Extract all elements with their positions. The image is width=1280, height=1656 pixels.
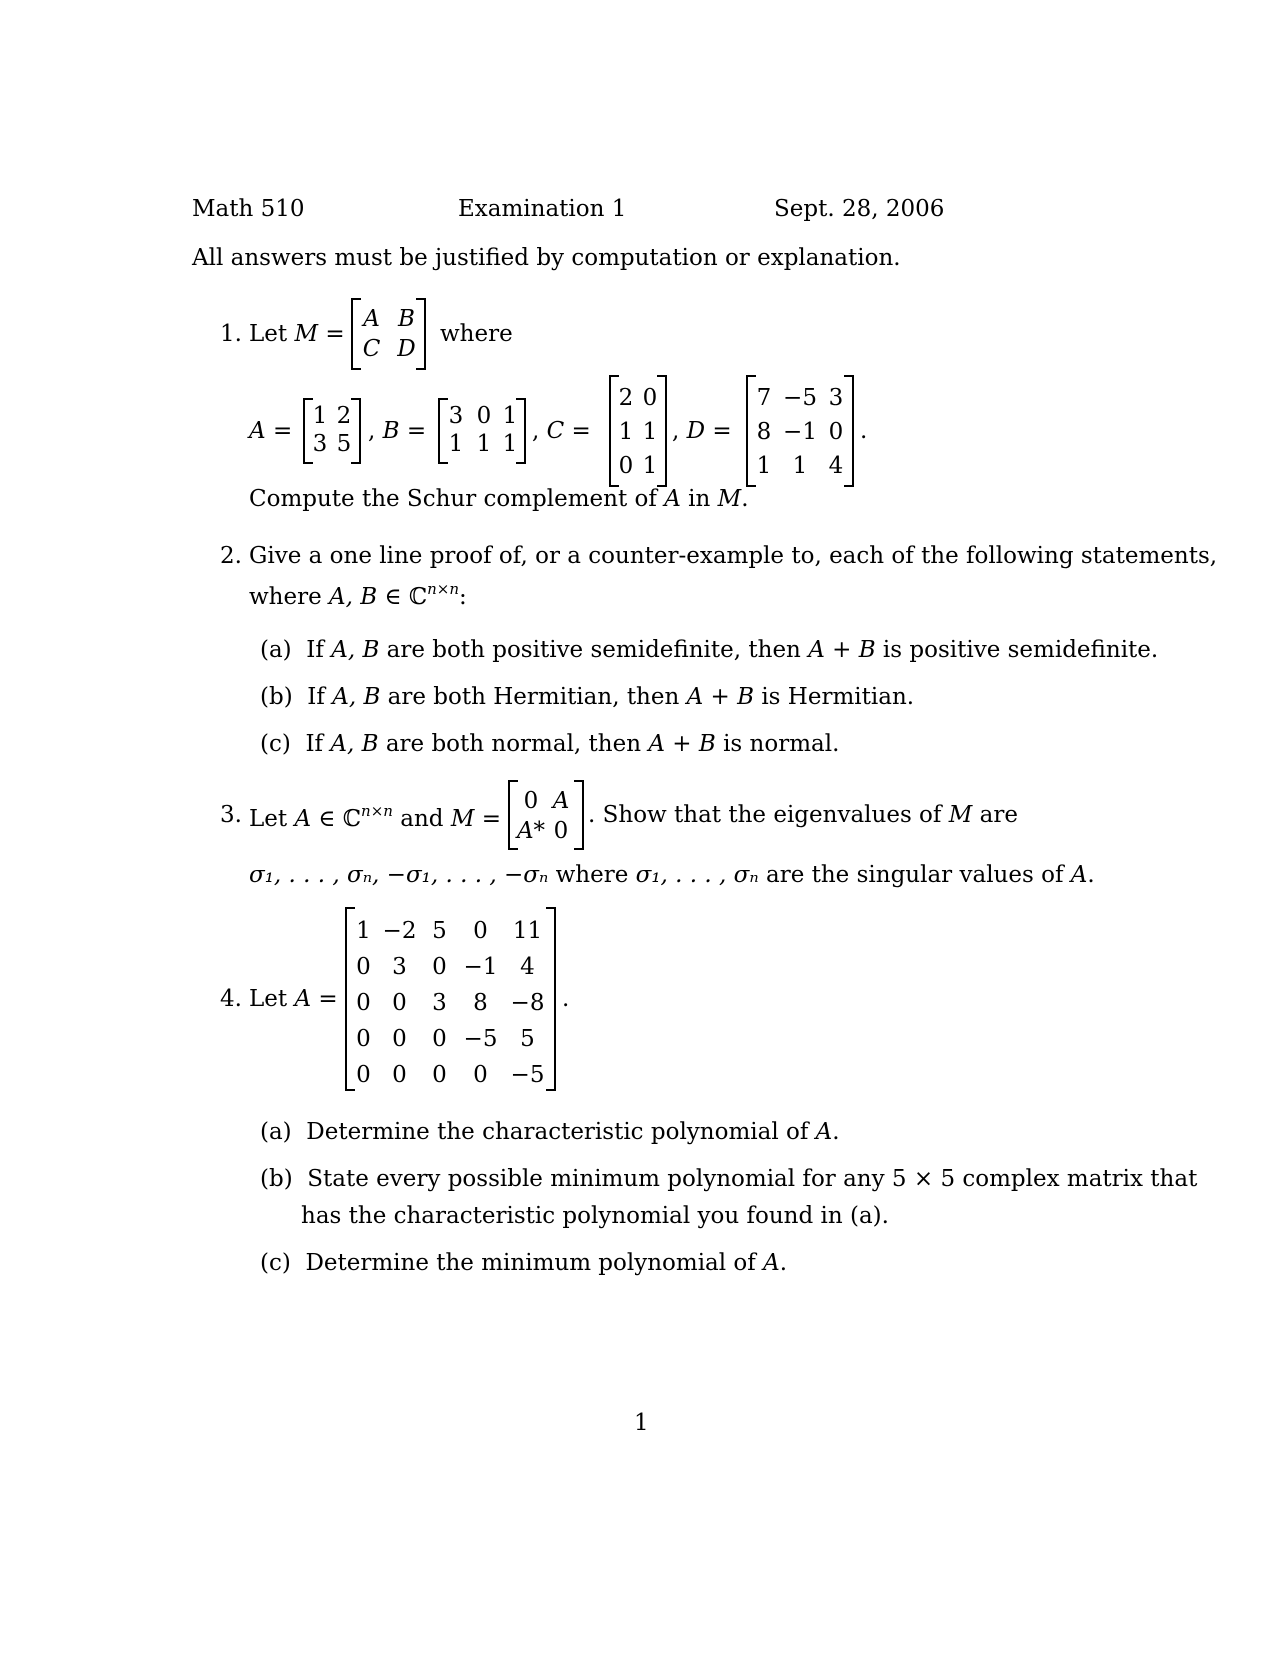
q2-line1: Give a one line proof of, or a counter-example to, each of the following statements, — [249, 543, 1218, 569]
matrix-cell: 1 — [312, 402, 328, 429]
q4-part-c: (c) Determine the minimum polynomial of A. — [260, 1250, 788, 1276]
matrix-cell: −5 — [783, 384, 817, 411]
matrix-cell: 0 — [392, 1061, 407, 1088]
matrix-cell: −5 — [463, 1025, 498, 1052]
matrix-cell: 0 — [392, 1025, 407, 1052]
matrix-cell: 7 — [756, 384, 772, 411]
q1-M: M — [294, 321, 319, 347]
q3-number: 3. — [220, 802, 242, 828]
q4-matrix — [345, 907, 556, 1091]
matrix-cell: −8 — [510, 989, 545, 1016]
matrix-cell: 1 — [476, 430, 492, 457]
matrix-cell: 1 — [642, 418, 658, 445]
matrix-cell: 3 — [448, 402, 464, 429]
matrix-cell: 0 — [476, 402, 492, 429]
matrix-cell: 0 — [356, 953, 371, 980]
matrix-cell: 3 — [392, 953, 407, 980]
matrix-cell: 0 — [473, 1061, 488, 1088]
matrix-cell: 1 — [356, 917, 371, 944]
matrix-cell: 1 — [448, 430, 464, 457]
matrix-C — [609, 375, 667, 487]
q1-A-label: A = — [249, 418, 293, 444]
matrix-cell: 0 — [432, 1061, 447, 1088]
matrix-cell: 3 — [432, 989, 447, 1016]
q4-part-b-line2: has the characteristic polynomial you found in (a). — [301, 1203, 889, 1229]
matrix-cell: 0 — [642, 384, 658, 411]
q1-let: Let — [249, 321, 288, 347]
matrix-cell: 1 — [502, 430, 518, 457]
matrix-cell: 3 — [312, 430, 328, 457]
q2-line2: where A, B ∈ ℂ$^{n\times n}$: — [249, 580, 467, 610]
matrix-cell: 8 — [756, 418, 772, 445]
q2-part-c: (c) If A, B are both normal, then A + B is normal. — [260, 731, 840, 757]
matrix-cell: 8 — [473, 989, 488, 1016]
matrix-A — [303, 398, 361, 464]
page-number: 1 — [634, 1410, 649, 1436]
matrix-D — [746, 375, 854, 487]
matrix-cell: 0 — [618, 452, 634, 479]
matrix-cell: 0 — [356, 989, 371, 1016]
matrix-cell: A — [552, 787, 570, 814]
q1-B-label: , B = — [368, 418, 427, 444]
matrix-cell: 0 — [473, 917, 488, 944]
matrix-cell: 2 — [336, 402, 352, 429]
matrix-cell: A* — [516, 817, 546, 844]
q4-number: 4. — [220, 986, 242, 1012]
matrix-cell: 1 — [502, 402, 518, 429]
instructions: All answers must be justified by computation or explanation. — [192, 245, 901, 271]
matrix-cell: −1 — [463, 953, 498, 980]
q3-line2: σ₁, . . . , σₙ, −σ₁, . . . , −σₙ where σ₁, . . . , σₙ are the singular values of A. — [249, 862, 1095, 888]
matrix-cell: 1 — [792, 452, 808, 479]
matrix-cell: 5 — [520, 1025, 535, 1052]
matrix-cell: 0 — [356, 1061, 371, 1088]
matrix-cell: 4 — [828, 452, 844, 479]
matrix-cell: 1 — [618, 418, 634, 445]
exam-title: Examination 1 — [458, 196, 627, 222]
matrix-cell: 1 — [642, 452, 658, 479]
matrix-cell: −2 — [382, 917, 417, 944]
matrix-cell: 0 — [828, 418, 844, 445]
q1-number: 1. — [220, 321, 242, 347]
matrix-cell: 3 — [828, 384, 844, 411]
matrix-cell: 11 — [512, 917, 543, 944]
matrix-cell: 0 — [392, 989, 407, 1016]
q1-D-label: , D = — [672, 418, 732, 444]
q1-block-matrix — [351, 298, 426, 370]
q4-intro: Let A = — [249, 986, 338, 1012]
matrix-cell: 5 — [336, 430, 352, 457]
block-D: D — [397, 335, 416, 362]
q2-part-b: (b) If A, B are both Hermitian, then A + B is Hermitian. — [260, 684, 915, 710]
matrix-cell: 0 — [356, 1025, 371, 1052]
q2-number: 2. — [220, 543, 242, 569]
block-A: A — [363, 305, 380, 332]
q3-matrix — [508, 780, 584, 850]
q4-part-a: (a) Determine the characteristic polynomial of A. — [260, 1119, 840, 1145]
matrix-cell: 0 — [523, 787, 539, 814]
q1-period: . — [860, 418, 868, 444]
matrix-cell: 4 — [520, 953, 535, 980]
q3-intro: Let A ∈ ℂ$^{n\times n}$ and M = — [249, 802, 501, 832]
q1-eq: = — [325, 321, 345, 347]
matrix-cell: 0 — [553, 817, 569, 844]
q1-where: where — [440, 321, 513, 347]
q2-part-a: (a) If A, B are both positive semidefinite, then A + B is positive semidefinite. — [260, 637, 1159, 663]
block-B: B — [398, 305, 415, 332]
q1-C-label: , C = — [532, 418, 591, 444]
exam-date: Sept. 28, 2006 — [774, 196, 945, 222]
matrix-cell: 5 — [432, 917, 447, 944]
q4-part-b: (b) State every possible minimum polynomial for any 5 × 5 complex matrix that — [260, 1166, 1198, 1192]
matrix-cell: 0 — [432, 1025, 447, 1052]
q1-task: Compute the Schur complement of A in M. — [249, 486, 749, 512]
matrix-cell: −5 — [510, 1061, 545, 1088]
q1-intro — [249, 323, 345, 346]
matrix-cell: 1 — [756, 452, 772, 479]
block-C: C — [362, 335, 381, 362]
matrix-cell: −1 — [783, 418, 817, 445]
matrix-B — [438, 398, 526, 464]
course-title: Math 510 — [192, 196, 305, 222]
matrix-cell: 0 — [432, 953, 447, 980]
q3-show: . Show that the eigenvalues of M are — [588, 802, 1018, 828]
matrix-cell: 2 — [618, 384, 634, 411]
q4-period: . — [562, 986, 570, 1012]
